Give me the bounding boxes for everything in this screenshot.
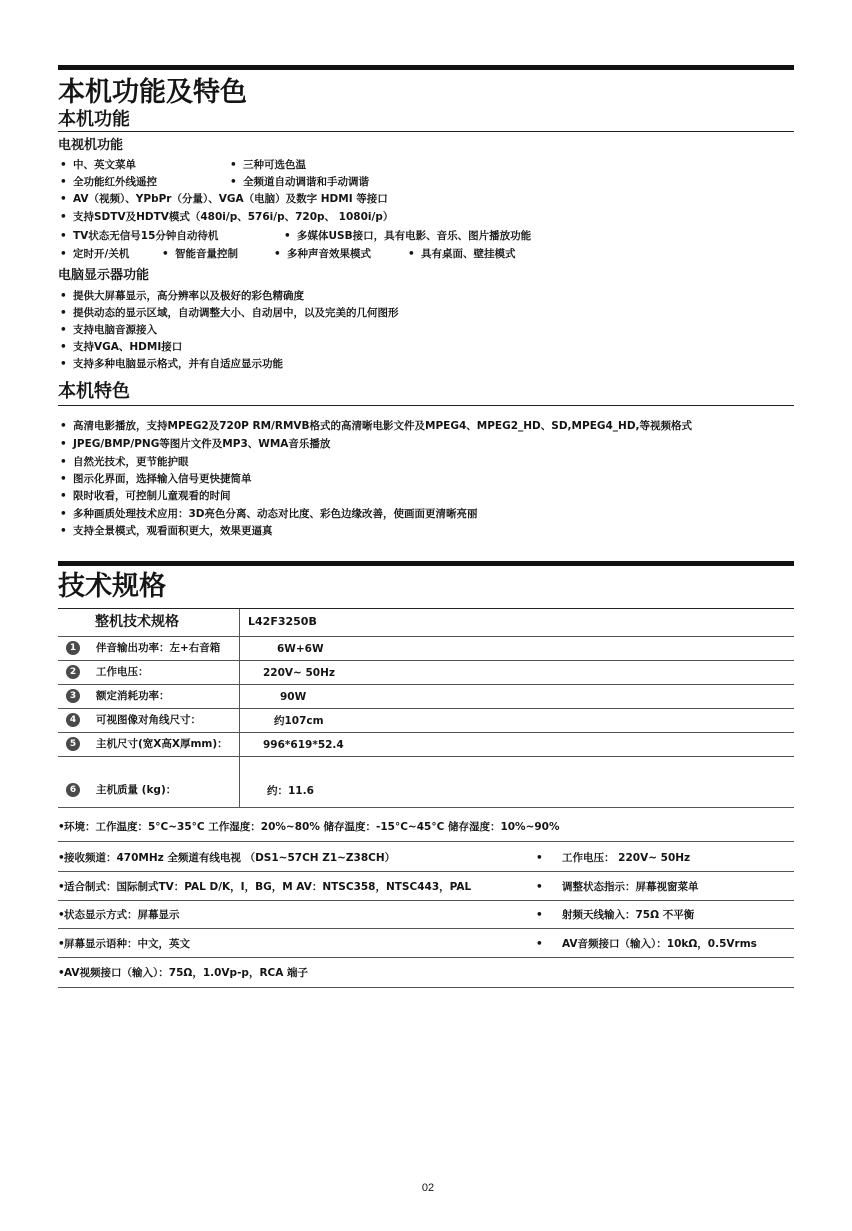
tv-function-item: • 智能音量控制: [162, 247, 238, 261]
feature-item: • 自然光技术，更节能护眼: [60, 455, 189, 469]
pc-function-item: • 支持VGA、HDMI接口: [60, 340, 182, 354]
feature-item: • 限时收看，可控制儿童观看的时间: [60, 489, 231, 503]
tv-function-item: • 中、英文菜单: [60, 158, 136, 172]
spec-value: 6W+6W: [277, 643, 324, 655]
spec-row: [58, 637, 794, 661]
spec-line-right: • AV音频接口（输入）：10kΩ，0.5Vrms: [536, 937, 757, 951]
page-number: 02: [421, 1182, 435, 1194]
spec-label: 可视图像对角线尺寸：: [96, 714, 201, 726]
specs-table-header: [58, 609, 794, 637]
model-number: L42F3250B: [248, 615, 317, 628]
pc-function-item: • 支持多种电脑显示格式，并有自适应显示功能: [60, 357, 283, 371]
number-badge-icon: 4: [66, 713, 80, 727]
spec-line-left: • 接收频道：470MHz 全频道有线电视 （DS1~57CH Z1~Z38CH）: [58, 851, 395, 865]
tv-function-item: • 全频道自动调谐和手动调谐: [230, 175, 369, 189]
functions-heading: 本机功能: [58, 109, 130, 130]
features-heading: 本机特色: [58, 381, 130, 402]
tv-function-item: • AV（视频）、YPbPr（分量）、VGA（电脑）及数字 HDMI 等接口: [60, 192, 388, 206]
spec-divider: [58, 807, 794, 808]
tv-function-item: • 三种可选色温: [230, 158, 306, 172]
pc-function-item: • 提供大屏幕显示，高分辨率以及极好的彩色精确度: [60, 289, 304, 303]
spec-line-right: • 射频天线输入：75Ω 不平衡: [536, 908, 694, 922]
spec-row: [58, 661, 794, 685]
spec-label: 工作电压：: [96, 666, 149, 678]
spec-line-left: • AV视频接口（输入）：75Ω，1.0Vp-p，RCA 端子: [58, 966, 308, 980]
spec-line-left: • 状态显示方式：屏幕显示: [58, 908, 180, 922]
tv-function-item: • 支持SDTV及HDTV模式（480i/p、576i/p、720p、 1080i/p）: [60, 210, 393, 224]
number-badge-icon: 6: [66, 783, 80, 797]
spec-label: 额定消耗功率：: [96, 690, 170, 702]
tv-functions-heading: 电视机功能: [58, 138, 124, 153]
number-badge-icon: 2: [66, 665, 80, 679]
spec-row: [58, 709, 794, 733]
spec-line-right: • 工作电压： 220V~ 50Hz: [536, 851, 690, 865]
tv-function-item: • 具有桌面、壁挂模式: [408, 247, 516, 261]
tv-function-item: • 定时开/关机: [60, 247, 129, 261]
spec-divider: [58, 928, 794, 929]
spec-divider: [58, 900, 794, 901]
tv-function-item: • TV状态无信号15分钟自动待机: [60, 229, 218, 243]
section-rule-specs: [58, 561, 794, 566]
spec-divider: [58, 987, 794, 988]
spec-value: 约：11.6: [267, 785, 314, 797]
spec-row: [58, 733, 794, 757]
section-rule-top: [58, 65, 794, 70]
tv-function-item: • 多种声音效果模式: [274, 247, 371, 261]
spec-line-right: • 调整状态指示：屏幕视窗菜单: [536, 880, 699, 894]
functions-divider: [58, 131, 794, 132]
features-divider: [58, 405, 794, 406]
tv-function-item: • 全功能红外线遥控: [60, 175, 157, 189]
pc-functions-heading: 电脑显示器功能: [58, 268, 150, 283]
spec-divider: [58, 957, 794, 958]
spec-divider: [58, 871, 794, 872]
manual-page: [58, 0, 794, 1231]
spec-divider: [58, 841, 794, 842]
feature-item: • 高清电影播放，支持MPEG2及720P RM/RMVB格式的高清晰电影文件及MPEG4、MPEG2_HD、SD,MPEG4_HD,等视频格式: [60, 419, 692, 433]
spec-line-left: • 屏幕显示语种：中文，英文: [58, 937, 190, 951]
feature-item: • JPEG/BMP/PNG等图片文件及MP3、WMA音乐播放: [60, 437, 330, 451]
spec-label: 主机质量 (kg)：: [96, 784, 177, 796]
number-badge-icon: 3: [66, 689, 80, 703]
spec-row: [58, 685, 794, 709]
spec-row: [58, 757, 794, 807]
tv-function-item: • 多媒体USB接口，具有电影、音乐、图片播放功能: [284, 229, 531, 243]
feature-item: • 多种画质处理技术应用：3D亮色分离、动态对比度、彩色边缘改善，使画面更清晰亮丽: [60, 507, 478, 521]
pc-function-item: • 提供动态的显示区域，自动调整大小、自动居中，以及完美的几何图形: [60, 306, 399, 320]
specs-table-header-label: 整机技术规格: [95, 614, 179, 630]
spec-label: 伴音输出功率：左+右音箱: [96, 642, 221, 654]
feature-item: • 支持全景模式，观看面积更大，效果更逼真: [60, 524, 273, 538]
number-badge-icon: 5: [66, 737, 80, 751]
pc-function-item: • 支持电脑音源接入: [60, 323, 157, 337]
page-title: 本机功能及特色: [58, 77, 247, 108]
spec-value: 约107cm: [274, 715, 324, 727]
spec-value: 220V~ 50Hz: [263, 667, 336, 679]
specs-title: 技术规格: [58, 571, 166, 602]
feature-item: • 图示化界面，选择输入信号更快捷简单: [60, 472, 252, 486]
environment-spec: • 环境：工作温度：5°C~35°C 工作湿度：20%~80% 储存温度：-15°C~45°C 储存湿度：10%~90%: [58, 820, 560, 834]
spec-label: 主机尺寸(宽X高X厚mm)：: [96, 738, 228, 750]
number-badge-icon: 1: [66, 641, 80, 655]
spec-line-left: • 适合制式：国际制式TV：PAL D/K，I，BG，M AV：NTSC358，NTSC443，PAL: [58, 880, 471, 894]
spec-value: 996*619*52.4: [263, 739, 344, 751]
spec-value: 90W: [280, 691, 307, 703]
